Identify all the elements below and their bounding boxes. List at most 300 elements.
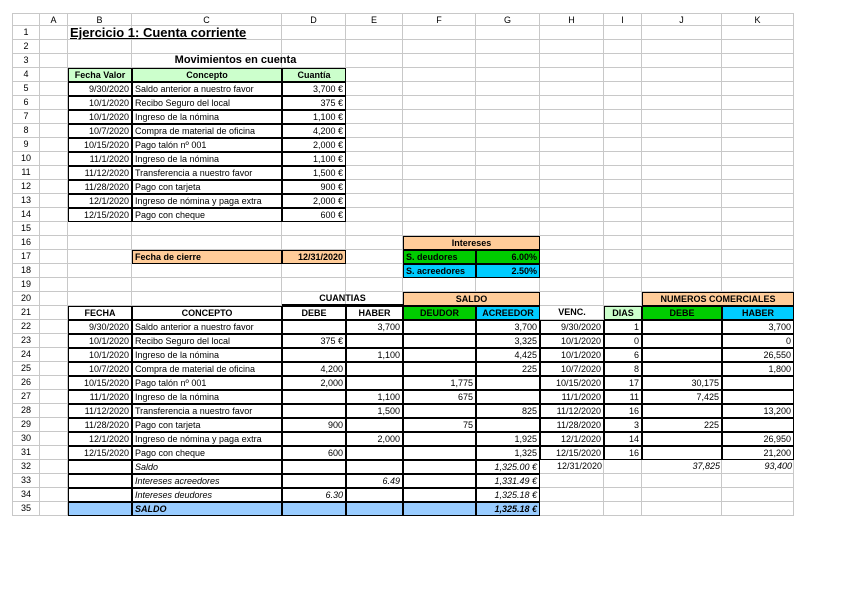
grid-cell[interactable] — [40, 306, 68, 320]
grid-cell[interactable] — [40, 96, 68, 110]
movement-amount[interactable]: 1,500 € — [282, 166, 346, 180]
table-cell[interactable] — [642, 348, 722, 362]
grid-cell[interactable] — [540, 166, 604, 180]
movements-header[interactable]: Cuantía — [282, 68, 346, 82]
grid-cell[interactable] — [540, 180, 604, 194]
table-cell[interactable]: Recibo Seguro del local — [132, 334, 282, 348]
table-cell[interactable] — [282, 432, 346, 446]
grid-cell[interactable] — [403, 40, 476, 54]
table-cell[interactable]: 825 — [476, 404, 540, 418]
table-cell[interactable] — [403, 320, 476, 334]
grid-cell[interactable] — [40, 208, 68, 222]
grid-cell[interactable] — [642, 124, 722, 138]
table-cell[interactable]: 1,775 — [403, 376, 476, 390]
grid-cell[interactable] — [604, 68, 642, 82]
table-cell[interactable] — [722, 376, 794, 390]
grid-cell[interactable] — [722, 488, 794, 502]
grid-cell[interactable] — [722, 68, 794, 82]
movement-date[interactable]: 11/1/2020 — [68, 152, 132, 166]
table-cell[interactable]: 11/12/2020 — [68, 404, 132, 418]
grid-cell[interactable] — [40, 264, 68, 278]
table-cell[interactable]: Compra de material de oficina — [132, 362, 282, 376]
column-header-k[interactable]: K — [722, 13, 794, 26]
grid-cell[interactable] — [642, 488, 722, 502]
grid-cell[interactable] — [40, 26, 68, 40]
row-header-33[interactable]: 33 — [12, 474, 40, 488]
grid-cell[interactable] — [604, 292, 642, 306]
grid-cell[interactable] — [722, 236, 794, 250]
grid-cell[interactable] — [604, 278, 642, 292]
group-cuantias[interactable]: CUANTIAS — [282, 292, 403, 306]
grid-cell[interactable] — [642, 264, 722, 278]
movement-amount[interactable]: 2,000 € — [282, 138, 346, 152]
saldo-empty[interactable] — [403, 460, 476, 474]
table-cell[interactable]: 1 — [604, 320, 642, 334]
movement-date[interactable]: 9/30/2020 — [68, 82, 132, 96]
grid-cell[interactable] — [722, 110, 794, 124]
grid-cell[interactable] — [40, 40, 68, 54]
grid-cell[interactable] — [604, 82, 642, 96]
final-saldo[interactable]: 1,325.18 € — [476, 502, 540, 516]
grid-cell[interactable] — [540, 124, 604, 138]
grid-cell[interactable] — [722, 82, 794, 96]
grid-cell[interactable] — [68, 278, 132, 292]
grid-cell[interactable] — [642, 110, 722, 124]
row-header-19[interactable]: 19 — [12, 278, 40, 292]
table-cell[interactable]: 9/30/2020 — [68, 320, 132, 334]
select-all-corner[interactable] — [12, 13, 40, 26]
grid-cell[interactable] — [604, 26, 642, 40]
table-cell[interactable]: 10/7/2020 — [68, 362, 132, 376]
grid-cell[interactable] — [132, 278, 282, 292]
acreedores-rate[interactable]: 2.50% — [476, 264, 540, 278]
grid-cell[interactable] — [722, 26, 794, 40]
table-cell[interactable] — [346, 418, 403, 432]
grid-cell[interactable] — [346, 110, 403, 124]
table-cell[interactable]: Saldo anterior a nuestro favor — [132, 320, 282, 334]
grid-cell[interactable] — [132, 236, 282, 250]
movement-amount[interactable]: 600 € — [282, 208, 346, 222]
table-header[interactable]: DEUDOR — [403, 306, 476, 320]
grid-cell[interactable] — [540, 26, 604, 40]
grid-cell[interactable] — [642, 250, 722, 264]
int-deudores-saldo[interactable]: 1,325.18 € — [476, 488, 540, 502]
grid-cell[interactable] — [40, 320, 68, 334]
movements-header[interactable]: Concepto — [132, 68, 282, 82]
table-cell[interactable]: 30,175 — [642, 376, 722, 390]
grid-cell[interactable] — [403, 96, 476, 110]
grid-cell[interactable] — [40, 194, 68, 208]
grid-cell[interactable] — [604, 96, 642, 110]
column-header-a[interactable]: A — [40, 13, 68, 26]
movement-amount[interactable]: 2,000 € — [282, 194, 346, 208]
table-cell[interactable] — [722, 418, 794, 432]
grid-cell[interactable] — [604, 180, 642, 194]
grid-cell[interactable] — [722, 278, 794, 292]
grid-cell[interactable] — [40, 446, 68, 460]
movement-concept[interactable]: Pago talón nº 001 — [132, 138, 282, 152]
grid-cell[interactable] — [722, 502, 794, 516]
row-header-2[interactable]: 2 — [12, 40, 40, 54]
row-header-26[interactable]: 26 — [12, 376, 40, 390]
grid-cell[interactable] — [40, 488, 68, 502]
grid-cell[interactable] — [282, 236, 346, 250]
final-empty[interactable] — [282, 502, 346, 516]
row-header-7[interactable]: 7 — [12, 110, 40, 124]
int-empty[interactable] — [282, 474, 346, 488]
table-cell[interactable]: 11/1/2020 — [68, 390, 132, 404]
grid-cell[interactable] — [403, 222, 476, 236]
acreedores-label[interactable]: S. acreedores — [403, 264, 476, 278]
grid-cell[interactable] — [642, 208, 722, 222]
row-header-18[interactable]: 18 — [12, 264, 40, 278]
table-cell[interactable]: 3,325 — [476, 334, 540, 348]
grid-cell[interactable] — [476, 194, 540, 208]
table-cell[interactable]: 10/1/2020 — [68, 334, 132, 348]
row-header-27[interactable]: 27 — [12, 390, 40, 404]
grid-cell[interactable] — [476, 180, 540, 194]
grid-cell[interactable] — [40, 502, 68, 516]
movement-date[interactable]: 11/28/2020 — [68, 180, 132, 194]
row-header-20[interactable]: 20 — [12, 292, 40, 306]
table-cell[interactable]: 2,000 — [346, 432, 403, 446]
row-header-21[interactable]: 21 — [12, 306, 40, 320]
table-cell[interactable]: 1,925 — [476, 432, 540, 446]
grid-cell[interactable] — [604, 474, 642, 488]
table-cell[interactable]: 3 — [604, 418, 642, 432]
row-header-30[interactable]: 30 — [12, 432, 40, 446]
grid-cell[interactable] — [40, 432, 68, 446]
table-header[interactable]: FECHA — [68, 306, 132, 320]
grid-cell[interactable] — [403, 68, 476, 82]
grid-cell[interactable] — [540, 194, 604, 208]
movement-amount[interactable]: 900 € — [282, 180, 346, 194]
grid-cell[interactable] — [40, 236, 68, 250]
intereses-heading[interactable]: Intereses — [403, 236, 540, 250]
grid-cell[interactable] — [642, 82, 722, 96]
table-cell[interactable] — [476, 376, 540, 390]
table-cell[interactable]: 11/12/2020 — [540, 404, 604, 418]
grid-cell[interactable] — [403, 124, 476, 138]
grid-cell[interactable] — [346, 166, 403, 180]
grid-cell[interactable] — [40, 390, 68, 404]
grid-cell[interactable] — [540, 278, 604, 292]
grid-cell[interactable] — [642, 40, 722, 54]
grid-cell[interactable] — [476, 54, 540, 68]
column-header-i[interactable]: I — [604, 13, 642, 26]
grid-cell[interactable] — [40, 474, 68, 488]
row-header-15[interactable]: 15 — [12, 222, 40, 236]
table-cell[interactable] — [403, 432, 476, 446]
grid-cell[interactable] — [642, 180, 722, 194]
grid-cell[interactable] — [40, 334, 68, 348]
row-header-9[interactable]: 9 — [12, 138, 40, 152]
grid-cell[interactable] — [540, 152, 604, 166]
grid-cell[interactable] — [40, 348, 68, 362]
table-cell[interactable]: Ingreso de nómina y paga extra — [132, 432, 282, 446]
grid-cell[interactable] — [40, 138, 68, 152]
grid-cell[interactable] — [476, 110, 540, 124]
table-cell[interactable]: Pago con tarjeta — [132, 418, 282, 432]
row-header-17[interactable]: 17 — [12, 250, 40, 264]
row-header-12[interactable]: 12 — [12, 180, 40, 194]
grid-cell[interactable] — [722, 40, 794, 54]
table-cell[interactable]: 0 — [722, 334, 794, 348]
row-header-22[interactable]: 22 — [12, 320, 40, 334]
grid-cell[interactable] — [476, 138, 540, 152]
movement-concept[interactable]: Pago con tarjeta — [132, 180, 282, 194]
table-cell[interactable]: 17 — [604, 376, 642, 390]
movement-concept[interactable]: Ingreso de la nómina — [132, 110, 282, 124]
grid-cell[interactable] — [282, 278, 346, 292]
grid-cell[interactable] — [40, 376, 68, 390]
grid-cell[interactable] — [40, 404, 68, 418]
table-cell[interactable]: 9/30/2020 — [540, 320, 604, 334]
grid-cell[interactable] — [540, 250, 604, 264]
table-cell[interactable] — [346, 446, 403, 460]
movements-header[interactable]: Fecha Valor — [68, 68, 132, 82]
table-header[interactable]: DIAS — [604, 306, 642, 320]
table-header[interactable]: DEBE — [282, 306, 346, 320]
grid-cell[interactable] — [346, 138, 403, 152]
table-cell[interactable]: 3,700 — [476, 320, 540, 334]
grid-cell[interactable] — [722, 208, 794, 222]
movement-concept[interactable]: Ingreso de la nómina — [132, 152, 282, 166]
grid-cell[interactable] — [403, 180, 476, 194]
movement-concept[interactable]: Transferencia a nuestro favor — [132, 166, 282, 180]
grid-cell[interactable] — [346, 222, 403, 236]
grid-cell[interactable] — [40, 222, 68, 236]
table-header[interactable]: VENC. — [558, 307, 586, 317]
saldo-acreedor[interactable]: 1,325.00 € — [476, 460, 540, 474]
table-cell[interactable] — [403, 404, 476, 418]
movement-date[interactable]: 11/12/2020 — [68, 166, 132, 180]
int-acreedores-label[interactable]: Intereses acreedores — [132, 474, 282, 488]
grid-cell[interactable] — [540, 96, 604, 110]
row-header-11[interactable]: 11 — [12, 166, 40, 180]
table-cell[interactable] — [642, 362, 722, 376]
sheet-title[interactable]: Ejercicio 1: Cuenta corriente — [70, 25, 247, 40]
grid-cell[interactable] — [403, 208, 476, 222]
row-header-32[interactable]: 32 — [12, 460, 40, 474]
movement-concept[interactable]: Recibo Seguro del local — [132, 96, 282, 110]
column-header-b[interactable]: B — [68, 13, 132, 26]
grid-cell[interactable] — [540, 474, 604, 488]
grid-cell[interactable] — [476, 278, 540, 292]
table-cell[interactable]: 21,200 — [722, 446, 794, 460]
grid-cell[interactable] — [40, 250, 68, 264]
row-header-23[interactable]: 23 — [12, 334, 40, 348]
grid-cell[interactable] — [40, 166, 68, 180]
table-cell[interactable]: 10/1/2020 — [540, 348, 604, 362]
table-cell[interactable]: 225 — [642, 418, 722, 432]
table-cell[interactable]: 6 — [604, 348, 642, 362]
grid-cell[interactable] — [722, 124, 794, 138]
table-cell[interactable]: 26,550 — [722, 348, 794, 362]
table-cell[interactable]: 11 — [604, 390, 642, 404]
grid-cell[interactable] — [540, 264, 604, 278]
row-header-24[interactable]: 24 — [12, 348, 40, 362]
grid-cell[interactable] — [346, 250, 403, 264]
column-header-h[interactable]: H — [540, 13, 604, 26]
group-saldo[interactable]: SALDO — [403, 292, 540, 306]
table-cell[interactable]: 2,000 — [282, 376, 346, 390]
grid-cell[interactable] — [68, 40, 132, 54]
grid-cell[interactable] — [346, 194, 403, 208]
table-cell[interactable]: 3,700 — [722, 320, 794, 334]
table-cell[interactable]: 75 — [403, 418, 476, 432]
grid-cell[interactable] — [282, 40, 346, 54]
grid-cell[interactable] — [40, 82, 68, 96]
table-cell[interactable]: 12/15/2020 — [540, 446, 604, 460]
grid-cell[interactable] — [642, 96, 722, 110]
grid-cell[interactable] — [604, 194, 642, 208]
column-header-e[interactable]: E — [346, 13, 403, 26]
table-cell[interactable]: 1,800 — [722, 362, 794, 376]
grid-cell[interactable] — [642, 166, 722, 180]
grid-cell[interactable] — [722, 166, 794, 180]
grid-cell[interactable] — [604, 166, 642, 180]
grid-cell[interactable] — [346, 208, 403, 222]
table-header[interactable]: HABER — [722, 306, 794, 320]
int-empty[interactable] — [403, 474, 476, 488]
grid-cell[interactable] — [476, 82, 540, 96]
grid-cell[interactable] — [604, 208, 642, 222]
table-header[interactable]: ACREEDOR — [476, 306, 540, 320]
grid-cell[interactable] — [403, 138, 476, 152]
table-cell[interactable]: 16 — [604, 446, 642, 460]
grid-cell[interactable] — [722, 54, 794, 68]
movement-amount[interactable]: 1,100 € — [282, 110, 346, 124]
movement-date[interactable]: 10/1/2020 — [68, 96, 132, 110]
grid-cell[interactable] — [604, 460, 642, 474]
grid-cell[interactable] — [403, 278, 476, 292]
table-cell[interactable]: 10/1/2020 — [540, 334, 604, 348]
row-header-14[interactable]: 14 — [12, 208, 40, 222]
int-deudores-label[interactable]: Intereses deudores — [132, 488, 282, 502]
int-empty[interactable] — [68, 488, 132, 502]
grid-cell[interactable] — [403, 152, 476, 166]
table-cell[interactable]: 1,500 — [346, 404, 403, 418]
table-cell[interactable]: 3,700 — [346, 320, 403, 334]
table-cell[interactable] — [642, 320, 722, 334]
int-empty[interactable] — [403, 488, 476, 502]
saldo-empty[interactable] — [68, 460, 132, 474]
column-header-g[interactable]: G — [476, 13, 540, 26]
column-header-j[interactable]: J — [642, 13, 722, 26]
table-cell[interactable]: 900 — [282, 418, 346, 432]
grid-cell[interactable] — [642, 474, 722, 488]
row-header-8[interactable]: 8 — [12, 124, 40, 138]
table-cell[interactable]: Pago con cheque — [132, 446, 282, 460]
grid-cell[interactable] — [642, 138, 722, 152]
grid-cell[interactable] — [68, 292, 132, 306]
table-cell[interactable] — [476, 390, 540, 404]
grid-cell[interactable] — [346, 124, 403, 138]
grid-cell[interactable] — [403, 54, 476, 68]
grid-cell[interactable] — [346, 264, 403, 278]
grid-cell[interactable] — [722, 222, 794, 236]
row-header-13[interactable]: 13 — [12, 194, 40, 208]
grid-cell[interactable] — [604, 124, 642, 138]
grid-cell[interactable] — [132, 264, 282, 278]
row-header-34[interactable]: 34 — [12, 488, 40, 502]
table-header[interactable]: CONCEPTO — [132, 306, 282, 320]
row-header-5[interactable]: 5 — [12, 82, 40, 96]
grid-cell[interactable] — [604, 110, 642, 124]
grid-cell[interactable] — [604, 138, 642, 152]
grid-cell[interactable] — [40, 418, 68, 432]
grid-cell[interactable] — [346, 82, 403, 96]
table-header[interactable]: HABER — [346, 306, 403, 320]
table-cell[interactable]: 11/28/2020 — [68, 418, 132, 432]
grid-cell[interactable] — [540, 208, 604, 222]
table-cell[interactable]: 1,100 — [346, 390, 403, 404]
grid-cell[interactable] — [722, 474, 794, 488]
column-header-f[interactable]: F — [403, 13, 476, 26]
deudores-rate[interactable]: 6.00% — [476, 250, 540, 264]
table-cell[interactable] — [476, 418, 540, 432]
grid-cell[interactable] — [604, 236, 642, 250]
row-header-4[interactable]: 4 — [12, 68, 40, 82]
grid-cell[interactable] — [476, 96, 540, 110]
table-cell[interactable]: 10/15/2020 — [540, 376, 604, 390]
grid-cell[interactable] — [540, 502, 604, 516]
grid-cell[interactable] — [540, 138, 604, 152]
grid-cell[interactable] — [132, 40, 282, 54]
grid-cell[interactable] — [346, 96, 403, 110]
table-cell[interactable]: 675 — [403, 390, 476, 404]
movement-concept[interactable]: Pago con cheque — [132, 208, 282, 222]
int-acreedores-haber[interactable]: 6.49 — [346, 474, 403, 488]
table-cell[interactable] — [282, 390, 346, 404]
final-empty[interactable] — [68, 502, 132, 516]
movement-amount[interactable]: 3,700 € — [282, 82, 346, 96]
table-cell[interactable]: 10/1/2020 — [68, 348, 132, 362]
row-header-31[interactable]: 31 — [12, 446, 40, 460]
movement-concept[interactable]: Ingreso de nómina y paga extra — [132, 194, 282, 208]
grid-cell[interactable] — [540, 236, 604, 250]
group-numeros[interactable]: NUMEROS COMERCIALES — [642, 292, 794, 306]
grid-cell[interactable] — [722, 264, 794, 278]
row-header-3[interactable]: 3 — [12, 54, 40, 68]
grid-cell[interactable] — [476, 40, 540, 54]
grid-cell[interactable] — [540, 54, 604, 68]
grid-cell[interactable] — [540, 68, 604, 82]
grid-cell[interactable] — [68, 236, 132, 250]
saldo-debe-num[interactable]: 37,825 — [692, 461, 720, 471]
grid-cell[interactable] — [476, 152, 540, 166]
grid-cell[interactable] — [40, 460, 68, 474]
table-cell[interactable] — [642, 404, 722, 418]
grid-cell[interactable] — [403, 194, 476, 208]
table-cell[interactable]: Pago talón nº 001 — [132, 376, 282, 390]
table-cell[interactable] — [403, 348, 476, 362]
grid-cell[interactable] — [642, 68, 722, 82]
column-header-d[interactable]: D — [282, 13, 346, 26]
grid-cell[interactable] — [40, 292, 68, 306]
column-header-c[interactable]: C — [132, 13, 282, 26]
grid-cell[interactable] — [68, 250, 132, 264]
table-cell[interactable]: 0 — [604, 334, 642, 348]
table-cell[interactable] — [642, 446, 722, 460]
movement-date[interactable]: 12/1/2020 — [68, 194, 132, 208]
grid-cell[interactable] — [642, 54, 722, 68]
movement-date[interactable]: 10/15/2020 — [68, 138, 132, 152]
table-cell[interactable] — [403, 446, 476, 460]
grid-cell[interactable] — [642, 222, 722, 236]
grid-cell[interactable] — [642, 502, 722, 516]
